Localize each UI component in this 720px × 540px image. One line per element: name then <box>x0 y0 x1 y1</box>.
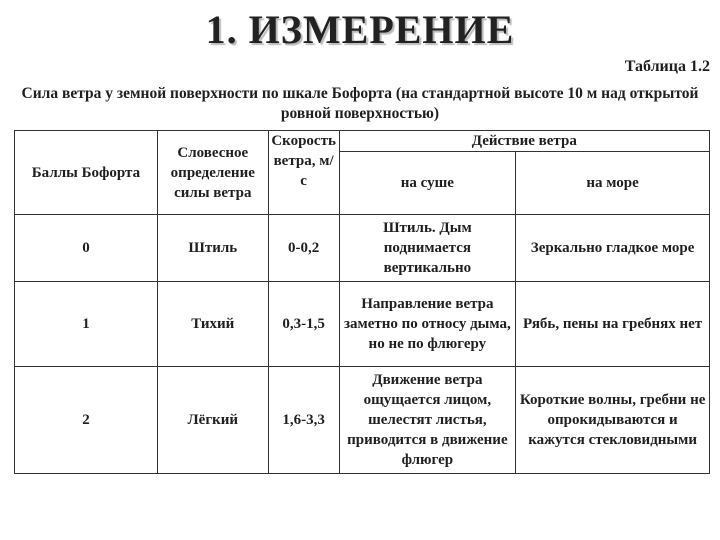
cell-ball: 2 <box>15 367 158 474</box>
cell-speed: 0,3-1,5 <box>268 282 339 367</box>
cell-land: Движение ветра ощущается лицом, шелестят листья, приводится в движение флюгер <box>339 367 516 474</box>
cell-land: Направление ветра заметно по относу дыма, но не по флюгеру <box>339 282 516 367</box>
cell-word: Тихий <box>157 282 268 367</box>
cell-speed: 1,6-3,3 <box>268 367 339 474</box>
header-sea: на море <box>516 152 710 215</box>
header-word: Словесное определение силы ветра <box>157 131 268 215</box>
cell-word: Лёгкий <box>157 367 268 474</box>
cell-sea: Рябь, пены на гребнях нет <box>516 282 710 367</box>
cell-speed: 0-0,2 <box>268 215 339 282</box>
table-row <box>15 282 710 367</box>
table-number: Таблица 1.2 <box>624 58 710 75</box>
table-row <box>15 367 710 474</box>
cell-sea: Зеркально гладкое море <box>516 215 710 282</box>
cell-ball: 0 <box>15 215 158 282</box>
cell-word: Штиль <box>157 215 268 282</box>
header-action: Действие ветра <box>339 131 709 152</box>
header-land: на суше <box>339 152 516 215</box>
cell-sea: Короткие волны, гребни не опрокидываются и кажутся стекловидными <box>516 367 710 474</box>
slide-title: 1. ИЗМЕРЕНИЕ <box>205 7 515 52</box>
beaufort-table <box>14 130 710 474</box>
header-ball: Баллы Бофорта <box>15 131 158 215</box>
cell-ball: 1 <box>15 282 158 367</box>
cell-land: Штиль. Дым поднимается вертикально <box>339 215 516 282</box>
table-caption: Сила ветра у земной поверхности по шкале Бофорта (на стандартной высоте 10 м над открытой ровной поверхностью) <box>21 85 699 122</box>
header-speed: Скорость ветра, м/с <box>268 131 339 215</box>
table-row <box>15 215 710 282</box>
